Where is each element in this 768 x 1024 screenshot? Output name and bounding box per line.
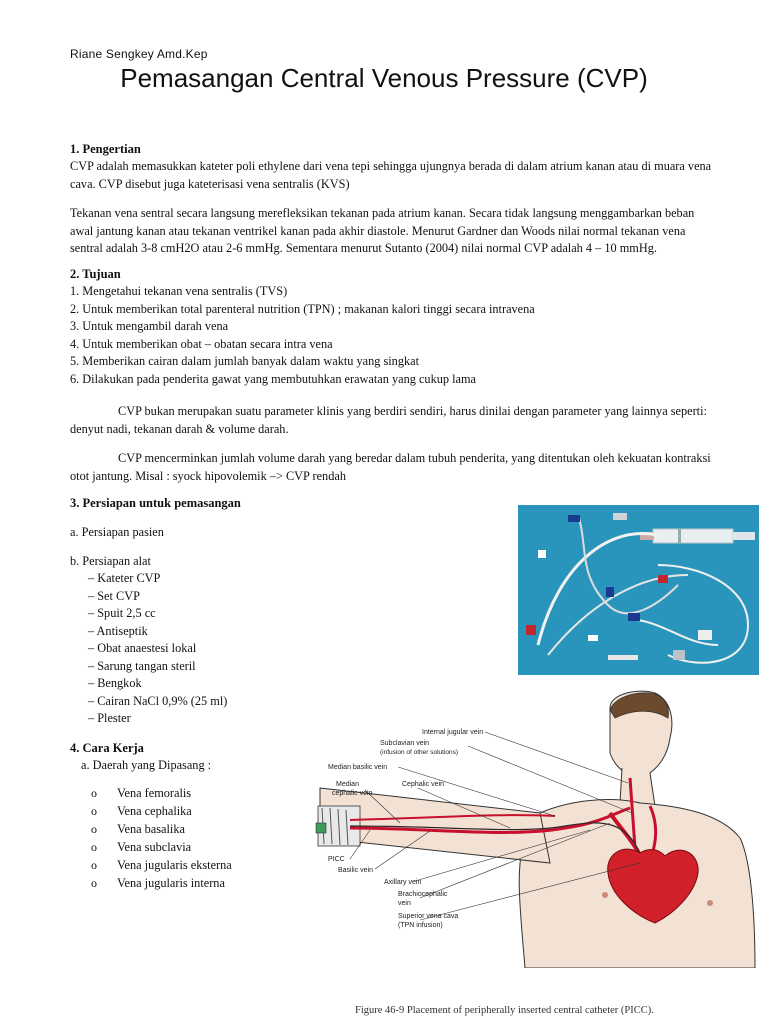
page-title: Pemasangan Central Venous Pressure (CVP)	[120, 63, 648, 93]
label-subclavian: Subclavian vein	[380, 740, 430, 747]
list-item	[91, 875, 311, 893]
section-1-paragraph-2	[70, 205, 694, 258]
list-item: – Bengkok	[88, 676, 142, 690]
text-line: CVP mencerminkan jumlah volume darah yang beredar dalam tubuh penderita, yang ditentukan oleh kekuatan kontraksi	[118, 451, 711, 465]
list-item-text: Vena femoralis	[117, 786, 192, 800]
label-cephalic-short: cephalic vein	[332, 790, 373, 797]
section-2-paragraph-4	[70, 450, 711, 485]
label-svc-note: (TPN infusion)	[398, 922, 443, 929]
bullet-icon: o	[91, 804, 97, 818]
tools-list	[88, 570, 227, 728]
list-item: – Cairan NaCl 0,9% (25 ml)	[88, 693, 228, 708]
list-item: 3. Untuk mengambil darah vena	[70, 319, 229, 333]
bullet-icon: o	[91, 786, 97, 800]
section-2-heading: 2. Tujuan	[70, 267, 121, 281]
label-axillary: Axillary vein	[384, 879, 422, 886]
section-1-heading: 1. Pengertian	[70, 142, 141, 156]
text-line: CVP adalah memasukkan kateter poli ethylene dari vena tepi sehingga ujungnya berada di dalam atrium kanan atau di muara vena	[70, 159, 712, 173]
cvp-catheter-photo	[518, 505, 759, 675]
list-item: – Sarung tangan steril	[88, 658, 196, 673]
bullet-icon: o	[91, 858, 97, 872]
figure-caption: Figure 46-9 Placement of peripherally inserted central catheter (PICC).	[355, 1005, 654, 1016]
text-line: awal jantung kanan atau tekanan ventrikel kanan pada akhir diastole. Menurut Gardner dan Woods nilai normal tekanan vena	[70, 223, 686, 238]
veins-list	[91, 785, 311, 893]
text-line: Tekanan vena sentral secara langsung merefleksikan tekanan pada atrium kanan. Secara tidak langsung menggambarkan beban	[70, 206, 695, 220]
catheter-kit-image	[518, 505, 759, 675]
list-item: 6. Dilakukan pada penderita gawat yang membutuhkan erawatan yang cukup lama	[70, 371, 476, 386]
section-1-paragraph-1	[70, 158, 711, 193]
list-item	[91, 857, 311, 875]
list-item: 1. Mengetahui tekanan vena sentralis (TVS)	[70, 284, 288, 298]
tujuan-list	[70, 283, 535, 388]
list-item: – Plester	[88, 711, 131, 725]
persiapan-alat: b. Persiapan alat	[70, 554, 151, 568]
bullet-icon: o	[91, 840, 97, 854]
text-line: cava. CVP disebut juga kateterisasi vena sentralis (KVS)	[70, 176, 350, 191]
bullet-icon: o	[91, 876, 97, 890]
daerah-dipasang: a. Daerah yang Dipasang :	[81, 758, 212, 772]
list-item-text: Vena jugularis interna	[117, 876, 225, 890]
label-subclavian-note: (infusion of other solutions)	[380, 749, 459, 756]
label-median: Median	[336, 781, 359, 788]
list-item: – Obat anaestesi lokal	[88, 641, 197, 655]
section-4-heading: 4. Cara Kerja	[70, 741, 144, 755]
text-line: denyut nadi, tekanan darah & volume darah.	[70, 421, 289, 436]
section-3-heading: 3. Persiapan untuk pemasangan	[70, 496, 241, 510]
list-item: – Set CVP	[88, 588, 140, 603]
list-item: – Spuit 2,5 cc	[88, 606, 156, 620]
persiapan-pasien: a. Persiapan pasien	[70, 525, 164, 539]
list-item-text: Vena jugularis eksterna	[117, 858, 232, 872]
list-item: 2. Untuk memberikan total parenteral nutrition (TPN) ; makanan kalori tinggi secara intravena	[70, 301, 535, 316]
list-item	[91, 803, 311, 821]
list-item	[91, 821, 311, 839]
label-cephalic: Cephalic vein	[402, 781, 445, 788]
label-internal-jugular: Internal jugular vein	[422, 729, 484, 736]
text-line: sentral adalah 3-8 cmH2O atau 2-6 mmHg. Sementara menurut Sutanto (2004) nilai normal CVP adalah 4 – 10 mmHg.	[70, 241, 657, 255]
list-item	[91, 785, 311, 803]
text-line: CVP bukan merupakan suatu parameter klinis yang berdiri sendiri, harus dinilai dengan parameter yang lainnya seperti:	[118, 404, 707, 418]
list-item	[91, 839, 311, 857]
list-item-text: Vena basalika	[117, 822, 185, 836]
label-brachiocephalic: Brachiocephalic	[398, 891, 448, 898]
label-brachiocephalic-vein: vein	[398, 900, 411, 907]
list-item: – Kateter CVP	[88, 571, 161, 585]
label-median-basilic: Median basilic vein	[328, 764, 388, 771]
list-item: 5. Memberikan cairan dalam jumlah banyak dalam waktu yang singkat	[70, 354, 419, 368]
picc-diagram	[310, 688, 765, 968]
list-item-text: Vena cephalika	[117, 804, 192, 818]
section-2-paragraph-3	[70, 403, 707, 438]
author-name: Riane Sengkey Amd.Kep	[70, 47, 208, 61]
bullet-icon: o	[91, 822, 97, 836]
anatomy-illustration	[310, 688, 765, 968]
list-item-text: Vena subclavia	[117, 840, 192, 854]
list-item: 4. Untuk memberikan obat – obatan secara intra vena	[70, 336, 333, 351]
list-item: – Antiseptik	[88, 623, 148, 638]
label-svc: Superior vena cava	[398, 913, 459, 920]
label-basilic: Basilic vein	[338, 867, 374, 874]
text-line: otot jantung. Misal : syock hipovolemik –> CVP rendah	[70, 468, 346, 483]
label-picc: PICC	[328, 856, 345, 863]
